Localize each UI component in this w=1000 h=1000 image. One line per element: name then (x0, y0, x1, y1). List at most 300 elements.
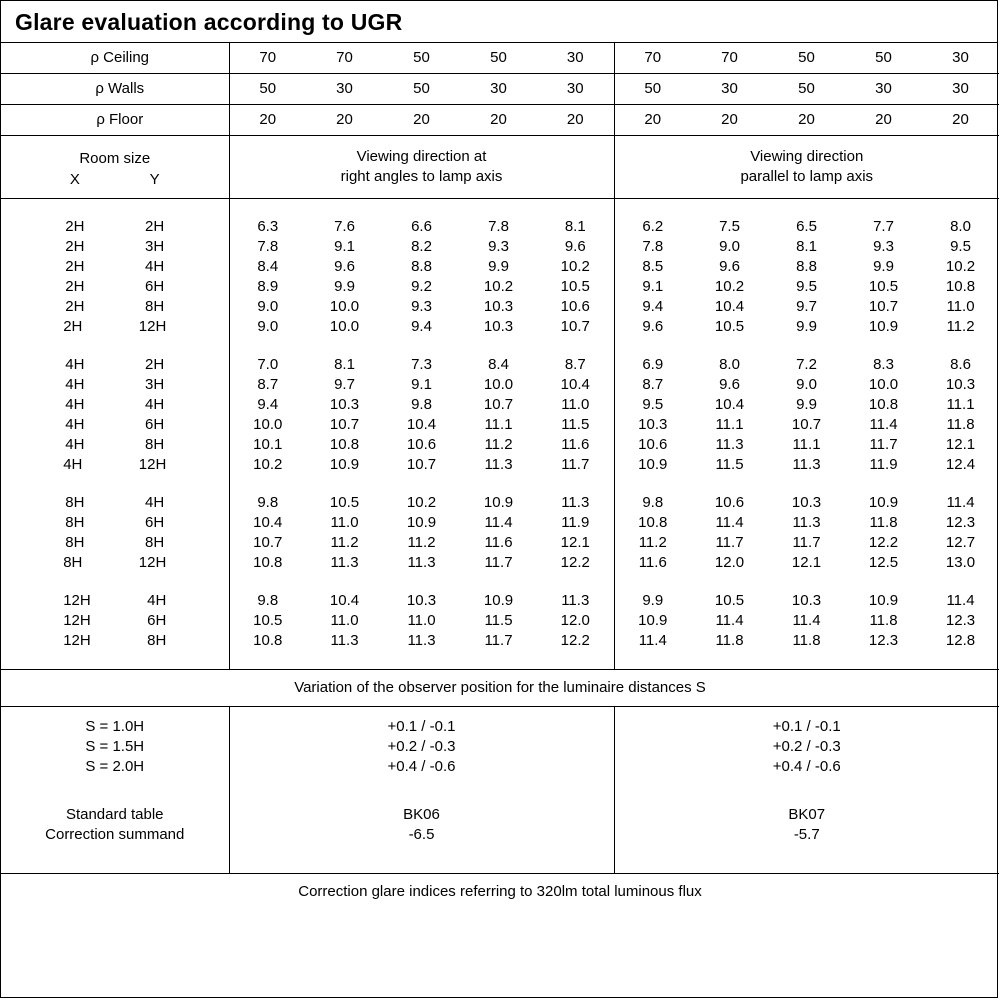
row-standard-table (1, 805, 999, 825)
ugr-value: 9.6 (719, 376, 740, 393)
viewing-direction-parallel-header (614, 136, 999, 199)
ugr-value: 10.9 (638, 612, 668, 629)
rho-walls-value: 30 (845, 74, 922, 105)
variation-perpendicular-value: +0.4 / -0.6 (229, 757, 614, 787)
rho-floor-value: 20 (614, 105, 691, 136)
ugr-value: 11.6 (638, 554, 667, 571)
rho-ceiling-label: ρ Ceiling (1, 43, 229, 74)
room-y-value: 6H (145, 514, 165, 531)
ugr-value: 11.6 (537, 435, 614, 455)
ugr-value: 9.9 (796, 318, 817, 335)
ugr-value: 10.9 (868, 592, 899, 609)
ugr-value: 11.8 (792, 632, 821, 649)
ugr-value: 10.0 (253, 416, 283, 433)
row-correction-summand (1, 825, 999, 855)
ugr-value: 11.4 (946, 592, 975, 609)
ugr-value: 10.5 (329, 494, 360, 511)
rho-ceiling-value: 70 (306, 43, 383, 74)
ugr-value: 10.0 (483, 376, 514, 393)
ugr-value: 10.5 (868, 278, 899, 295)
ugr-value: 7.7 (873, 218, 894, 235)
ugr-value: 7.6 (334, 218, 355, 235)
ugr-value: 8.7 (642, 376, 664, 393)
ugr-value: 12.5 (868, 554, 899, 571)
ugr-value: 9.6 (334, 258, 355, 275)
ugr-value: 9.4 (642, 298, 664, 315)
variation-perpendicular-value: +0.2 / -0.3 (229, 737, 614, 757)
standard-table-perpendicular: BK06 (229, 805, 614, 825)
ugr-value: 12.8 (945, 632, 976, 649)
room-y-value: 8H (145, 298, 165, 315)
row-rho-walls (1, 74, 999, 105)
room-x-value: 4H (65, 356, 85, 373)
ugr-value: 11.1 (484, 416, 513, 433)
ugr-value: 10.8 (945, 278, 976, 295)
ugr-value: 8.1 (334, 356, 355, 373)
ugr-value: 9.6 (642, 318, 664, 335)
ugr-value: 12.7 (945, 534, 976, 551)
ugr-value: 9.9 (488, 258, 509, 275)
ugr-value: 8.8 (796, 258, 817, 275)
ugr-value: 11.3 (715, 436, 744, 453)
rho-walls-value: 30 (306, 74, 383, 105)
ugr-value: 10.9 (406, 514, 437, 531)
ugr-value: 10.9 (483, 494, 514, 511)
rho-ceiling-value: 30 (537, 43, 614, 74)
variation-label: S = 2.0H (1, 757, 229, 787)
ugr-value: 10.2 (406, 494, 437, 511)
table-group-spacer (1, 337, 999, 355)
room-y-value: 3H (145, 376, 165, 393)
table-row (1, 317, 999, 337)
room-x-value: 2H (65, 258, 85, 275)
ugr-value: 9.0 (257, 298, 279, 315)
room-x-value: 12H (63, 592, 91, 609)
ugr-value: 11.3 (484, 456, 513, 473)
ugr-value: 10.3 (791, 592, 822, 609)
ugr-value: 9.3 (873, 238, 894, 255)
row-footer-note (1, 874, 999, 911)
ugr-value: 11.2 (946, 318, 975, 335)
row-variation-1 (1, 707, 999, 738)
variation-parallel-value: +0.1 / -0.1 (772, 718, 841, 735)
room-x-value: 12H (63, 632, 91, 649)
room-y-value: 4H (145, 494, 165, 511)
ugr-value: 9.9 (642, 592, 664, 609)
room-x-value: 4H (65, 376, 85, 393)
ugr-value: 10.4 (253, 514, 283, 531)
ugr-value: 10.6 (638, 436, 668, 453)
ugr-value: 11.3 (330, 554, 359, 571)
ugr-value: 8.4 (488, 356, 509, 373)
table-row (1, 553, 999, 573)
rho-walls-value: 50 (614, 74, 691, 105)
ugr-value: 9.8 (257, 592, 279, 609)
ugr-value: 10.3 (638, 416, 668, 433)
ugr-value: 11.4 (715, 514, 744, 531)
table-row (1, 375, 999, 395)
ugr-value: 9.7 (334, 376, 355, 393)
rho-walls-value: 50 (229, 74, 306, 105)
ugr-value: 8.1 (796, 238, 817, 255)
ugr-value: 10.7 (329, 416, 360, 433)
ugr-value: 11.4 (715, 612, 744, 629)
ugr-value: 11.0 (946, 298, 975, 315)
room-x-value: 4H (65, 436, 85, 453)
ugr-value: 10.9 (868, 318, 899, 335)
ugr-value: 10.3 (483, 298, 514, 315)
ugr-value: 10.2 (537, 257, 614, 277)
rho-walls-value: 30 (460, 74, 537, 105)
rho-ceiling-value: 50 (383, 43, 460, 74)
ugr-value: 9.5 (796, 278, 817, 295)
room-x-value: 2H (63, 318, 83, 335)
table-row (1, 277, 999, 297)
ugr-value: 12.0 (537, 611, 614, 631)
ugr-value: 12.0 (714, 554, 745, 571)
rho-ceiling-value: 30 (922, 43, 999, 74)
ugr-value: 11.7 (792, 534, 821, 551)
ugr-value: 10.3 (329, 396, 360, 413)
ugr-value: 11.2 (484, 436, 513, 453)
table-row (1, 415, 999, 435)
room-x-value: 2H (65, 238, 85, 255)
ugr-value: 10.8 (638, 514, 668, 531)
viewing-direction-perpendicular-line2: right angles to lamp axis (340, 168, 503, 185)
ugr-value: 8.5 (642, 258, 664, 275)
table-row (1, 513, 999, 533)
ugr-value: 8.2 (411, 238, 432, 255)
standard-footer-gap (1, 855, 999, 874)
row-viewing-direction-headers (1, 136, 999, 199)
rho-ceiling-value: 70 (691, 43, 768, 74)
ugr-value: 10.4 (406, 416, 437, 433)
rho-ceiling-value: 50 (845, 43, 922, 74)
ugr-value: 10.7 (868, 298, 899, 315)
room-y-value: 3H (145, 238, 165, 255)
ugr-value: 11.3 (407, 632, 436, 649)
table-row (1, 533, 999, 553)
variation-parallel-value: +0.4 / -0.6 (772, 758, 841, 775)
ugr-value: 11.7 (869, 436, 898, 453)
ugr-value: 10.5 (537, 277, 614, 297)
rho-floor-label: ρ Floor (1, 105, 229, 136)
ugr-value: 6.5 (796, 218, 817, 235)
ugr-value: 8.3 (873, 356, 894, 373)
ugr-value: 10.2 (945, 258, 976, 275)
ugr-value: 10.2 (253, 456, 283, 473)
ugr-value: 11.2 (330, 534, 359, 551)
ugr-value: 13.0 (945, 554, 976, 571)
viewing-direction-parallel-line2: parallel to lamp axis (740, 168, 874, 185)
ugr-value: 10.5 (714, 592, 745, 609)
ugr-value: 11.8 (869, 612, 898, 629)
room-x-value: 4H (63, 456, 83, 473)
ugr-value: 8.7 (537, 355, 614, 375)
room-x-value: 4H (65, 396, 85, 413)
ugr-value: 8.0 (950, 218, 971, 235)
ugr-value: 10.9 (329, 456, 360, 473)
ugr-value: 10.5 (253, 612, 283, 629)
ugr-value: 10.8 (253, 554, 283, 571)
rho-walls-label: ρ Walls (1, 74, 229, 105)
ugr-value: 10.2 (714, 278, 745, 295)
ugr-value: 11.4 (869, 416, 898, 433)
room-x-value: 8H (63, 554, 83, 571)
rho-walls-value: 30 (537, 74, 614, 105)
ugr-value: 9.5 (642, 396, 664, 413)
room-x-value: 12H (63, 612, 91, 629)
ugr-value: 8.4 (257, 258, 279, 275)
ugr-value: 7.8 (257, 238, 279, 255)
ugr-value: 11.8 (715, 632, 744, 649)
variation-label: S = 1.0H (1, 707, 229, 738)
ugr-value: 9.1 (411, 376, 432, 393)
ugr-value: 9.9 (796, 396, 817, 413)
viewing-direction-parallel-line1: Viewing direction (750, 148, 864, 165)
ugr-value: 11.2 (638, 534, 667, 551)
ugr-value: 11.0 (330, 514, 359, 531)
variation-standard-gap (1, 787, 999, 805)
ugr-value: 11.9 (537, 513, 614, 533)
rho-ceiling-value: 70 (229, 43, 306, 74)
ugr-value: 11.0 (537, 395, 614, 415)
correction-summand-label: Correction summand (1, 825, 229, 855)
ugr-value: 6.6 (411, 218, 432, 235)
room-x-value: 8H (65, 534, 85, 551)
ugr-value: 10.5 (714, 318, 745, 335)
room-size-y-label: Y (149, 170, 160, 188)
ugr-value: 10.6 (714, 494, 745, 511)
rho-floor-value: 20 (691, 105, 768, 136)
ugr-value: 11.1 (792, 436, 821, 453)
ugr-value: 10.2 (483, 278, 514, 295)
variation-note: Variation of the observer position for the luminaire distances S (1, 670, 999, 707)
rho-floor-value: 20 (922, 105, 999, 136)
ugr-value: 10.6 (537, 297, 614, 317)
table-row (1, 355, 999, 375)
ugr-value: 11.0 (330, 612, 359, 629)
room-y-value: 4H (147, 592, 167, 609)
standard-table-label: Standard table (1, 805, 229, 825)
rho-walls-value: 50 (383, 74, 460, 105)
variation-parallel-value: +0.2 / -0.3 (772, 738, 841, 755)
rho-ceiling-value: 50 (460, 43, 537, 74)
ugr-value: 12.1 (945, 436, 976, 453)
ugr-value: 9.5 (950, 238, 971, 255)
rho-floor-value: 20 (460, 105, 537, 136)
row-rho-floor (1, 105, 999, 136)
room-size-label: Room size (79, 149, 151, 167)
rho-floor-value: 20 (383, 105, 460, 136)
room-x-value: 4H (65, 416, 85, 433)
ugr-value: 12.3 (945, 514, 976, 531)
ugr-value: 11.6 (484, 534, 513, 551)
ugr-value: 8.7 (257, 376, 279, 393)
correction-summand-perpendicular: -6.5 (229, 825, 614, 855)
table-row (1, 611, 999, 631)
ugr-value: 12.3 (868, 632, 899, 649)
ugr-value: 11.3 (537, 493, 614, 513)
ugr-value: 7.0 (257, 356, 279, 373)
ugr-value: 10.3 (483, 318, 514, 335)
ugr-value: 11.3 (792, 456, 821, 473)
ugr-value: 12.3 (945, 612, 976, 629)
table-row (1, 493, 999, 513)
ugr-value: 12.4 (945, 456, 976, 473)
ugr-value: 11.3 (537, 591, 614, 611)
correction-summand-parallel: -5.7 (793, 826, 820, 843)
room-y-value: 2H (145, 218, 165, 235)
ugr-value: 10.0 (329, 298, 360, 315)
ugr-value: 10.7 (483, 396, 514, 413)
rho-floor-value: 20 (768, 105, 845, 136)
ugr-value: 10.7 (537, 317, 614, 337)
ugr-value: 10.0 (868, 376, 899, 393)
ugr-value: 9.8 (411, 396, 432, 413)
row-variation-note (1, 670, 999, 707)
viewing-direction-perpendicular-header (229, 136, 614, 199)
rho-floor-value: 20 (845, 105, 922, 136)
ugr-value: 11.7 (484, 554, 513, 571)
ugr-value: 10.7 (406, 456, 437, 473)
ugr-value: 11.8 (946, 416, 975, 433)
ugr-value: 10.8 (329, 436, 360, 453)
room-y-value: 8H (145, 534, 165, 551)
room-size-x-label: X (69, 170, 80, 188)
ugr-value: 10.9 (638, 456, 668, 473)
ugr-value: 10.6 (406, 436, 437, 453)
ugr-value: 8.6 (950, 356, 971, 373)
table-top-gap (1, 199, 999, 218)
room-x-value: 2H (65, 278, 85, 295)
ugr-value: 8.9 (257, 278, 279, 295)
rho-floor-value: 20 (537, 105, 614, 136)
ugr-value: 11.9 (869, 456, 898, 473)
ugr-value: 10.8 (253, 632, 283, 649)
rho-walls-value: 50 (768, 74, 845, 105)
rho-walls-value: 30 (691, 74, 768, 105)
ugr-value: 9.1 (642, 278, 664, 295)
room-x-value: 8H (65, 494, 85, 511)
ugr-value: 10.0 (329, 318, 360, 335)
ugr-value: 11.0 (407, 612, 436, 629)
table-row (1, 297, 999, 317)
ugr-value: 7.8 (642, 238, 664, 255)
table-group-spacer (1, 475, 999, 493)
ugr-value: 7.5 (719, 218, 740, 235)
room-size-header (1, 136, 229, 199)
rho-floor-value: 20 (229, 105, 306, 136)
ugr-value: 7.2 (796, 356, 817, 373)
ugr-value: 9.9 (873, 258, 894, 275)
ugr-value: 8.8 (411, 258, 432, 275)
ugr-value: 10.9 (483, 592, 514, 609)
ugr-value: 11.2 (407, 534, 436, 551)
ugr-value: 8.0 (719, 356, 740, 373)
ugr-value: 10.7 (253, 534, 283, 551)
room-x-value: 2H (65, 218, 85, 235)
ugr-value: 10.3 (406, 592, 437, 609)
room-y-value: 12H (138, 554, 167, 571)
room-x-value: 2H (65, 298, 85, 315)
room-y-value: 12H (138, 318, 167, 335)
ugr-value: 11.3 (792, 514, 821, 531)
ugr-value: 10.3 (791, 494, 822, 511)
page-title: Glare evaluation according to UGR (15, 9, 403, 35)
ugr-value: 11.3 (407, 554, 436, 571)
ugr-value: 11.1 (715, 416, 744, 433)
ugr-value: 9.6 (719, 258, 740, 275)
ugr-value: 6.2 (642, 218, 664, 235)
viewing-direction-perpendicular-line1: Viewing direction at (356, 148, 487, 165)
ugr-value: 9.9 (334, 278, 355, 295)
table-row (1, 455, 999, 475)
table-row (1, 591, 999, 611)
ugr-value: 11.7 (484, 632, 513, 649)
room-y-value: 6H (147, 612, 167, 629)
ugr-value: 9.4 (411, 318, 432, 335)
room-y-value: 2H (145, 356, 165, 373)
rho-ceiling-value: 70 (614, 43, 691, 74)
ugr-value: 10.4 (329, 592, 360, 609)
ugr-value: 9.2 (411, 278, 432, 295)
rho-walls-value: 30 (922, 74, 999, 105)
standard-table-parallel: BK07 (788, 806, 826, 823)
ugr-value: 10.9 (868, 494, 899, 511)
room-y-value: 4H (145, 258, 165, 275)
ugr-value: 12.1 (791, 554, 822, 571)
ugr-value: 11.5 (484, 612, 513, 629)
ugr-value: 10.8 (868, 396, 899, 413)
variation-label: S = 1.5H (1, 737, 229, 757)
rho-floor-value: 20 (306, 105, 383, 136)
ugr-value: 11.8 (869, 514, 898, 531)
room-y-value: 8H (147, 632, 167, 649)
ugr-value: 11.1 (946, 396, 975, 413)
table-bottom-gap (1, 651, 999, 670)
ugr-value: 9.8 (257, 494, 279, 511)
footer-note: Correction glare indices referring to 320lm total luminous flux (1, 874, 999, 911)
row-variation-3 (1, 757, 999, 787)
ugr-value: 11.4 (638, 632, 667, 649)
rho-ceiling-value: 50 (768, 43, 845, 74)
variation-perpendicular-value: +0.1 / -0.1 (229, 707, 614, 738)
ugr-value: 10.4 (714, 298, 745, 315)
ugr-value: 7.3 (411, 356, 432, 373)
room-y-value: 6H (145, 278, 165, 295)
ugr-value: 9.1 (334, 238, 355, 255)
ugr-value: 11.5 (537, 415, 614, 435)
ugr-value: 6.9 (642, 356, 664, 373)
ugr-value: 11.5 (715, 456, 744, 473)
ugr-value: 9.6 (537, 237, 614, 257)
ugr-value: 11.7 (715, 534, 744, 551)
table-row (1, 257, 999, 277)
ugr-value: 9.8 (642, 494, 664, 511)
ugr-value: 11.4 (792, 612, 821, 629)
ugr-value: 9.3 (488, 238, 509, 255)
row-rho-ceiling (1, 43, 999, 74)
ugr-value: 12.2 (537, 553, 614, 573)
ugr-value: 12.1 (537, 533, 614, 553)
table-group-spacer (1, 573, 999, 591)
table-row (1, 435, 999, 455)
room-y-value: 6H (145, 416, 165, 433)
ugr-value: 10.1 (253, 436, 283, 453)
ugr-value: 9.3 (411, 298, 432, 315)
ugr-value: 9.0 (719, 238, 740, 255)
